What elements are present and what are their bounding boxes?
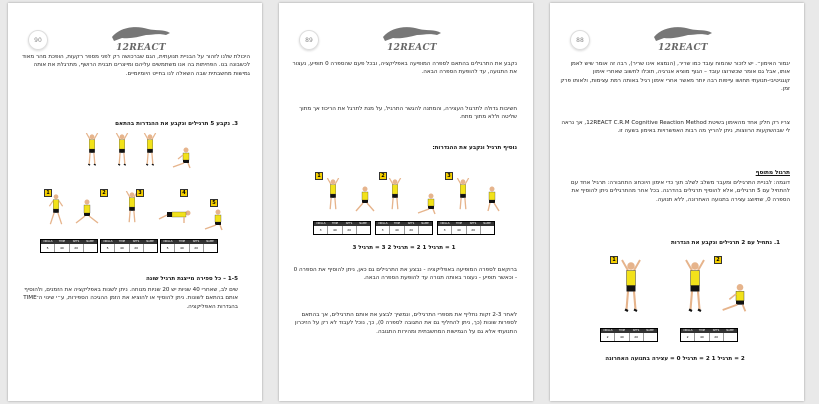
settings-table: DRILLS TIME SETS NAME 3 40 20 xyxy=(437,221,495,235)
extra-practice-title: תרגול מתוסף xyxy=(755,170,790,176)
logo xyxy=(379,21,445,55)
athlete-figure xyxy=(716,283,756,317)
method-paragraph: צריו רק חלק אחד מהאימון בשיטת 12REACT C.R.M Cognitive Reaction Method, אך נראה לי שבהשקעות הרווצות, ניתן להריץ מה רבות האפשרויות באימון בשעה זו. xyxy=(561,120,790,135)
exercise-number-badge: 5 xyxy=(210,199,218,207)
section-1-title: 1. נתחיל עם 2 תרגילים ונקבע את הגדרות xyxy=(670,240,780,246)
page-left xyxy=(8,3,262,401)
page-number: 88 xyxy=(570,30,590,50)
page-number: 89 xyxy=(299,30,319,50)
athlete-figure xyxy=(616,259,646,319)
athlete-figure xyxy=(168,147,198,173)
settings-table: DRILLS TIME SETS NAME 3 40 20 xyxy=(375,221,433,235)
athlete-figure xyxy=(200,209,230,235)
focus-paragraph: חשיבות גדולה לתרגול העצירה, והמתנה להגשר התרגיל, על מנת לתרגל את הריכוז אך מתוך שליטה וללא מתוך מתח. xyxy=(299,106,517,121)
exercise-number-badge: 3 xyxy=(136,189,144,197)
intro-paragraph: נקבע את התרגילים בהתאם לספרה המופיעה באפליקציה, ובכל פעם שהספרה 0 תופיע, נעצור את התנועה, עד להופעת הספרה הבאה. xyxy=(292,61,517,76)
section-1-5-title: 1-5 – כל ספירה מייצגת תרגיל שונה xyxy=(145,276,238,282)
athlete-figure xyxy=(383,178,407,216)
exercise-number-badge: 2 xyxy=(714,256,722,264)
section-1-5-paragraph: שים לב, שאחרי 40 שניות יש 20 שניות מנוחה. ניתן לשנות באפליקציה את הזמנים, ולהוסיף אותם בהתאם לשונות. ניתן להוסיף או להוציא את הזמן ההגיכה הספירות, ע״י שינוי ה־TIME בהגדרות האפליקציה. xyxy=(23,287,238,310)
exercise-number-badge: 4 xyxy=(180,189,188,197)
exercise-number-badge: 1 xyxy=(315,172,323,180)
athlete-figure xyxy=(80,133,104,171)
athlete-figure xyxy=(351,185,379,217)
exercise-number-badge: 1 xyxy=(44,189,52,197)
paragraph-2: לאחר 2-3 זקות נחליף את מספרי התרגילים, ונמשיך לבצע את אותם התרגילים, אך בהתאם לספרות שונות (כך, ניתן להחליף גם את התגובה לספרה 0), כך, נוכל לעבוד לא רק על הזיכרון התנועתי אלא גם על הגמישות המחשבתית ומהירות התגובה. xyxy=(294,312,517,335)
athlete-figure xyxy=(138,133,162,171)
panther-logo-icon xyxy=(108,21,174,45)
exercise-equation: 2 = תרגיל 1 2 = תרגיל 0 = עצירה בתנועה האחרונה xyxy=(605,356,745,362)
settings-table: DRILLS TIME SETS NAME 2 40 20 xyxy=(680,328,738,342)
intro-paragraph: היכולת שלנו לזהור על הבניית תנועתית, הגם שברכושה רק לפני מספר רקעות, הופכת מהר מאוד לכשבונה בנו. הפחיתות בה אנו משתמשים עליהם ומייצרים תבנית הרושף, מתרגלת את אותה גמישות מחשבתית שבה השאלה לנו בחייט היומיומיים. xyxy=(22,54,250,77)
settings-table: DRILLS TIME SETS NAME 5 40 20 xyxy=(100,239,158,253)
athlete-figure xyxy=(321,178,345,216)
logo xyxy=(650,21,716,55)
athlete-figure xyxy=(158,209,192,229)
settings-table: DRILLS TIME SETS NAME 2 40 20 xyxy=(600,328,658,342)
logo xyxy=(108,21,174,55)
athlete-figure xyxy=(479,185,505,217)
page-number: 90 xyxy=(28,30,48,50)
add-exercise-title: נוסיף תרגיל ונקבע את ההגדרות: xyxy=(432,145,517,151)
athlete-figure xyxy=(451,178,475,216)
intro-paragraph: יגמור האימון״. יש לזכור שהמוח עובד כמו שריר, (הנמצא אינו שריר), רבה זה אומר שיש לאמן אותו, אבל גם אומר שכשרוצו עובד – הגוף מוציא אנרגיה, תוכלו לחשוב שאחרי אימון קוגניטיבי-תנועתי תחושו עייפות רבה יותר מאשר אחרי אימון רגיל באותה רמת עצימות, ולאותו פרק זמן. xyxy=(560,61,790,93)
settings-table: DRILLS TIME SETS NAME 5 40 20 xyxy=(160,239,218,253)
athlete-figure xyxy=(680,259,710,319)
section-3-title: 3. נקבע 5 תרגילים ונקבע את ההגדרות בהתאם xyxy=(115,121,238,127)
panther-logo-icon xyxy=(379,21,445,45)
athlete-figure xyxy=(110,133,134,171)
exercise-number-badge: 2 xyxy=(100,189,108,197)
logo-text: 12REACT xyxy=(116,43,166,53)
settings-table: DRILLS TIME SETS NAME 3 40 20 xyxy=(313,221,371,235)
athlete-figure xyxy=(44,193,68,231)
logo-text: 12REACT xyxy=(658,43,708,53)
paragraph-1: ברוקאם לספרה המופיעה באפליקציה - נבצע את התרגילים גם כאן, ניתן להוסיף את הספרה 0 - וכאשר תופיע - נעצור באותה תנורה עד להופעת הספרה הבאה. xyxy=(293,267,517,282)
exercise-equation: 1 = תרגיל 1 2 = תרגיל 2 3 = תרגיל 3 xyxy=(352,245,456,251)
settings-table: DRILLS TIME SETS NAME 5 40 20 xyxy=(40,239,98,253)
page-middle xyxy=(279,3,533,401)
logo-text: 12REACT xyxy=(387,43,437,53)
athlete-figure xyxy=(413,193,443,219)
page-right xyxy=(550,3,804,401)
example-paragraph: דוגמה: לבניית התרגילים ומעבר משלב לשלב תוך כדי אימון היוכחונ התחבורה: תרגיל אחד עם להתחיל עם 5 תרגילים, אלא להוסיף תרגילים בהדרגה. בכל אחר מהתרגילים ניתן להוסיף את הספרה 0, שתיוצג עצירה בתנועה האחרונה, ללא תנועה. xyxy=(570,180,790,203)
exercise-number-badge: 2 xyxy=(379,172,387,180)
exercise-number-badge: 3 xyxy=(445,172,453,180)
athlete-figure xyxy=(72,199,102,229)
panther-logo-icon xyxy=(650,21,716,45)
exercise-number-badge: 1 xyxy=(610,256,618,264)
